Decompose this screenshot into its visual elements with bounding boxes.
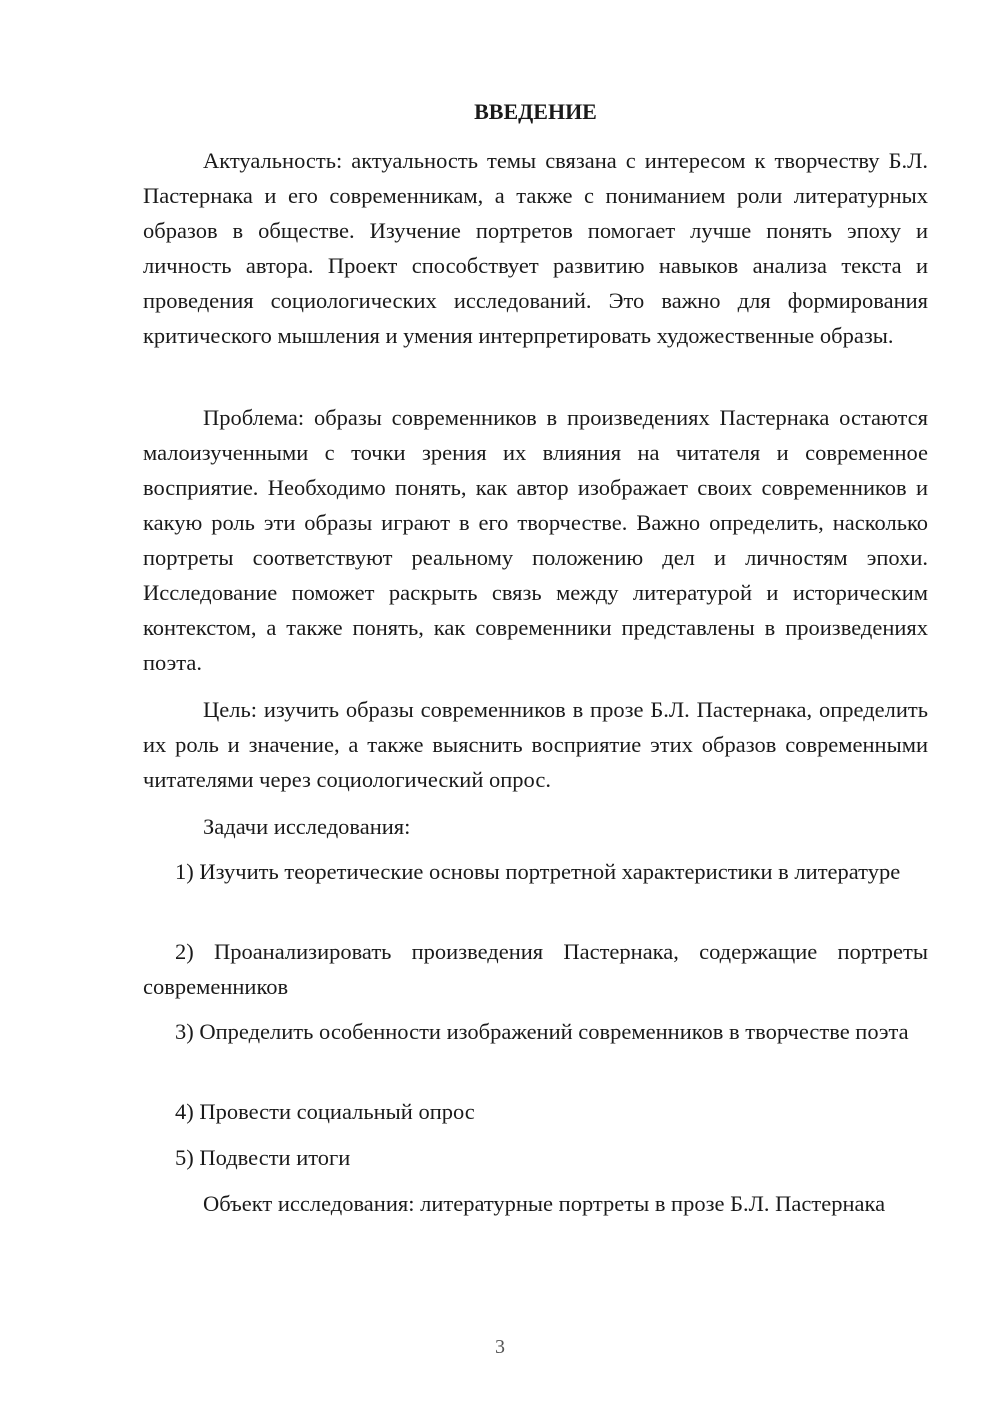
task-item-3: 3) Определить особенности изображений современников в творчестве поэта bbox=[175, 1019, 909, 1044]
task-item-4: 4) Провести социальный опрос bbox=[175, 1099, 475, 1124]
task-item-1: 1) Изучить теоретические основы портретной характеристики в литературе bbox=[175, 859, 901, 884]
tasks-heading: Задачи исследования: bbox=[203, 814, 411, 839]
task-item-2: 2) Проанализировать произведения Пастернака, содержащие портреты современников bbox=[143, 939, 928, 999]
object-paragraph: Объект исследования: литературные портреты в прозе Б.Л. Пастернака bbox=[203, 1191, 886, 1216]
page-title: ВВЕДЕНИЕ bbox=[474, 99, 597, 124]
goal-paragraph: Цель: изучить образы современников в прозе Б.Л. Пастернака, определить их роль и значение, а также выяснить восприятие этих образов современными читателями через социологический опрос. bbox=[143, 697, 928, 792]
problem-paragraph: Проблема: образы современников в произведениях Пастернака остаются малоизученными с точки зрения их влияния на читателя и современное восприятие. Необходимо понять, как автор изображает своих современников и какую роль эти образы играют в его творчестве. Важно определить, насколько портреты соответствуют реальному положению дел и личностям эпохи. Исследование поможет раскрыть связь между литературой и историческим контекстом, а также понять, как современники представлены в произведениях поэта. bbox=[143, 405, 928, 675]
page-number: 3 bbox=[495, 1336, 505, 1358]
task-item-5: 5) Подвести итоги bbox=[175, 1145, 351, 1170]
relevance-paragraph: Актуальность: актуальность темы связана с интересом к творчеству Б.Л. Пастернака и его современникам, а также с пониманием роли литературных образов в обществе. Изучение портретов помогает лучше понять эпоху и личность автора. Проект способствует развитию навыков анализа текста и проведения социологических исследований. Это важно для формирования критического мышления и умения интерпретировать художественные образы. bbox=[143, 148, 928, 348]
